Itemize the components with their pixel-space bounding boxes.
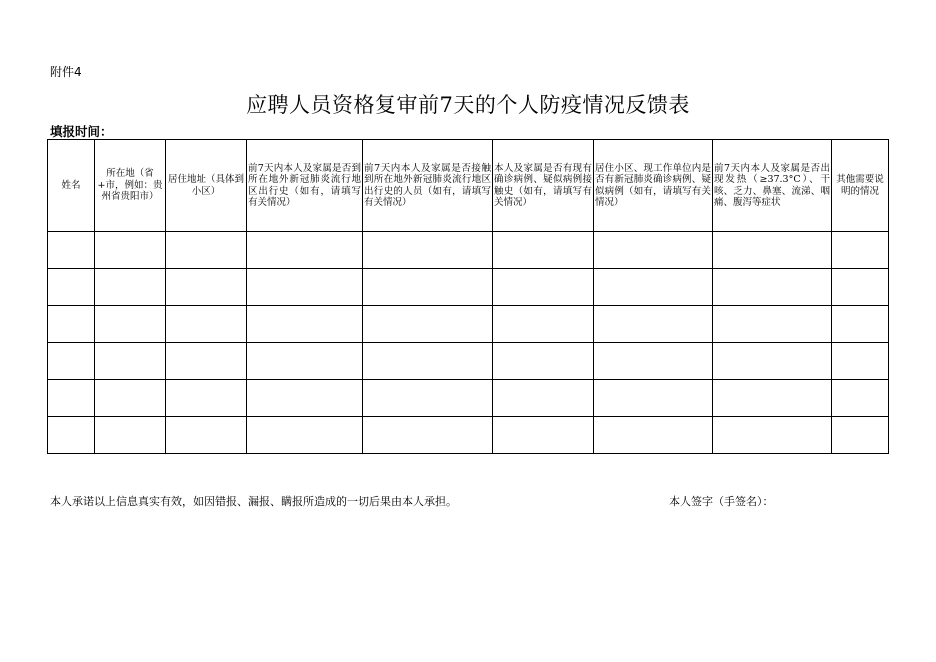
cell-other[interactable] [832, 417, 889, 454]
table-row [48, 343, 889, 380]
cell-contact-travelers[interactable] [363, 269, 493, 306]
cell-other[interactable] [832, 269, 889, 306]
cell-other[interactable] [832, 380, 889, 417]
cell-location[interactable] [95, 380, 166, 417]
cell-contact-travelers[interactable] [363, 343, 493, 380]
header-other: 其他需要说明的情况 [832, 140, 889, 232]
header-case-contact: 本人及家属是否有现有确诊病例、疑似病例接触史（如有，请填写有关情况） [493, 140, 594, 232]
fill-time-label: 填报时间： [50, 124, 113, 139]
table-row [48, 306, 889, 343]
cell-symptoms[interactable] [713, 306, 832, 343]
cell-address[interactable] [166, 343, 247, 380]
header-community-cases: 居住小区、现工作单位内是否有新冠肺炎确诊病例、疑似病例（如有，请填写有关情况） [594, 140, 713, 232]
header-address: 居住地址（具体到小区） [166, 140, 247, 232]
cell-travel-history[interactable] [247, 269, 363, 306]
cell-address[interactable] [166, 380, 247, 417]
feedback-table [47, 139, 889, 454]
cell-community-cases[interactable] [594, 343, 713, 380]
cell-case-contact[interactable] [493, 343, 594, 380]
cell-location[interactable] [95, 269, 166, 306]
cell-symptoms[interactable] [713, 417, 832, 454]
header-symptoms: 前7天内本人及家属是否出现发热（≥37.3°C）、干咳、乏力、鼻塞、流涕、咽痛、腹泻等症状 [713, 140, 832, 232]
cell-contact-travelers[interactable] [363, 380, 493, 417]
cell-case-contact[interactable] [493, 232, 594, 269]
pledge-statement: 本人承诺以上信息真实有效，如因错报、漏报、瞒报所造成的一切后果由本人承担。 [50, 495, 457, 508]
cell-symptoms[interactable] [713, 343, 832, 380]
cell-case-contact[interactable] [493, 269, 594, 306]
cell-case-contact[interactable] [493, 417, 594, 454]
cell-symptoms[interactable] [713, 380, 832, 417]
table-row [48, 417, 889, 454]
cell-contact-travelers[interactable] [363, 417, 493, 454]
cell-name[interactable] [48, 232, 95, 269]
cell-name[interactable] [48, 306, 95, 343]
cell-location[interactable] [95, 232, 166, 269]
cell-symptoms[interactable] [713, 232, 832, 269]
cell-community-cases[interactable] [594, 417, 713, 454]
cell-symptoms[interactable] [713, 269, 832, 306]
table-header-row [48, 140, 889, 232]
cell-location[interactable] [95, 343, 166, 380]
cell-other[interactable] [832, 343, 889, 380]
cell-community-cases[interactable] [594, 380, 713, 417]
attachment-label: 附件4 [50, 65, 82, 79]
cell-address[interactable] [166, 306, 247, 343]
form-title: 应聘人员资格复审前7天的个人防疫情况反馈表 [246, 93, 690, 117]
cell-travel-history[interactable] [247, 232, 363, 269]
table-row [48, 380, 889, 417]
cell-other[interactable] [832, 306, 889, 343]
cell-name[interactable] [48, 343, 95, 380]
cell-contact-travelers[interactable] [363, 232, 493, 269]
cell-case-contact[interactable] [493, 306, 594, 343]
header-location: 所在地（省+市，例如：贵州省贵阳市） [95, 140, 166, 232]
cell-community-cases[interactable] [594, 269, 713, 306]
cell-case-contact[interactable] [493, 380, 594, 417]
cell-travel-history[interactable] [247, 417, 363, 454]
cell-address[interactable] [166, 232, 247, 269]
cell-community-cases[interactable] [594, 232, 713, 269]
cell-name[interactable] [48, 417, 95, 454]
cell-location[interactable] [95, 306, 166, 343]
cell-address[interactable] [166, 417, 247, 454]
cell-contact-travelers[interactable] [363, 306, 493, 343]
signature-label: 本人签字（手签名）： [669, 495, 774, 508]
header-name: 姓名 [48, 140, 95, 232]
cell-name[interactable] [48, 269, 95, 306]
cell-travel-history[interactable] [247, 343, 363, 380]
cell-community-cases[interactable] [594, 306, 713, 343]
cell-other[interactable] [832, 232, 889, 269]
cell-location[interactable] [95, 417, 166, 454]
header-travel-history: 前7天内本人及家属是否到所在地外新冠肺炎流行地区出行史（如有，请填写有关情况） [247, 140, 363, 232]
table-row [48, 269, 889, 306]
cell-travel-history[interactable] [247, 306, 363, 343]
table-row [48, 232, 889, 269]
cell-travel-history[interactable] [247, 380, 363, 417]
cell-address[interactable] [166, 269, 247, 306]
header-contact-travelers: 前7天内本人及家属是否接触到所在地外新冠肺炎流行地区出行史的人员（如有，请填写有关情况） [363, 140, 493, 232]
cell-name[interactable] [48, 380, 95, 417]
